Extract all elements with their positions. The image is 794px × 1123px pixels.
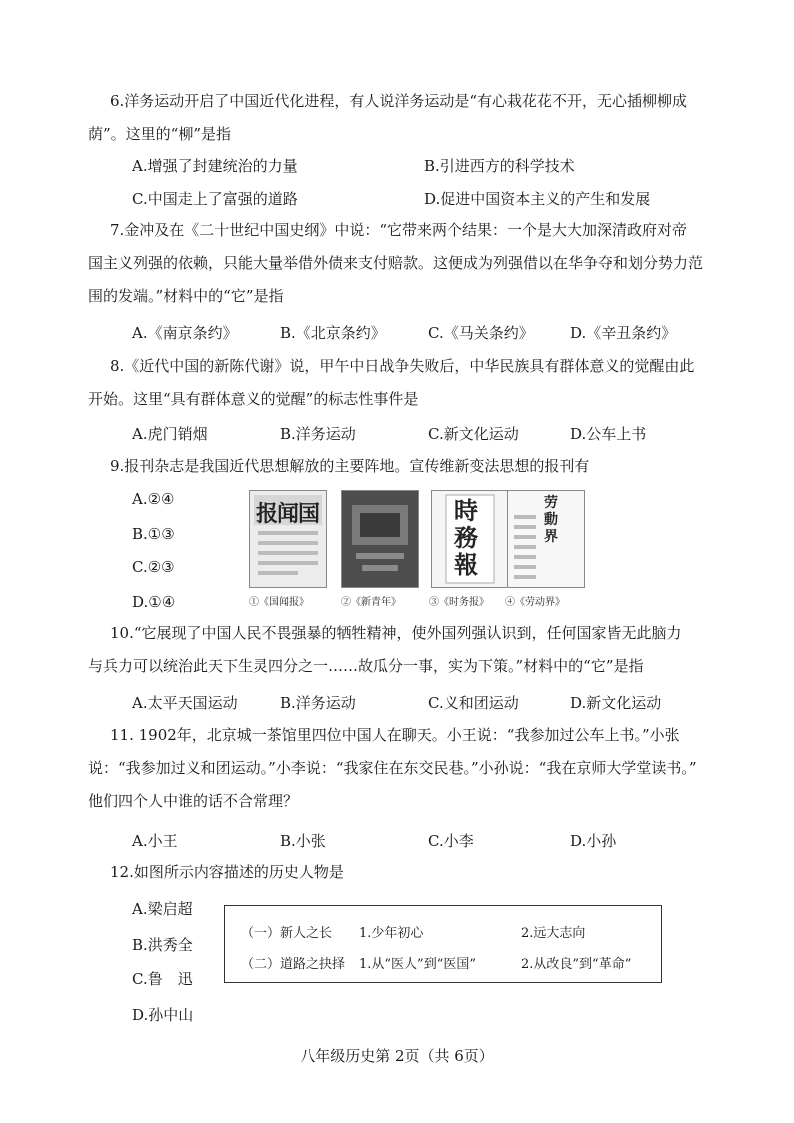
question-11-stem: 11. 1902年，北京城一茶馆里四位中国人在聊天。小王说：“我参加过公车上书。”小张 说：“我参加过义和团运动。”小李说：“我家住在东交民巷。”小孙说：“我在京师大学堂读书。” 他们四个人中谁的话不合常理？ [88, 726, 697, 810]
q11-option-c[interactable]: C.小李 [428, 832, 474, 850]
table-r2c1: （二）道路之抉择 [241, 957, 346, 972]
laodongjie-masthead: 劳動界 [544, 495, 558, 545]
q6-option-d[interactable]: D.促进中国资本主义的产生和发展 [424, 190, 651, 208]
caption-laodongjie: ④《劳动界》 [505, 597, 565, 608]
table-r1c3: 2.远大志向 [521, 926, 586, 941]
shiwubao-masthead: 時務報 [454, 496, 478, 579]
q7-option-d[interactable]: D.《辛丑条约》 [570, 324, 677, 342]
caption-xinqingnian: ②《新青年》 [341, 597, 401, 608]
table-r1c1: （一）新人之长 [241, 926, 333, 941]
q7-option-a[interactable]: A.《南京条约》 [132, 324, 238, 342]
question-6-options-row2 [132, 188, 732, 210]
page-footer: 八年级历史第 2页（共 6页） [300, 1047, 494, 1065]
q8-option-a[interactable]: A.虎门销烟 [132, 425, 208, 443]
q9-option-c[interactable]: C.②③ [132, 558, 175, 576]
q9-newspaper-images [245, 490, 755, 615]
q8-option-d[interactable]: D.公车上书 [570, 425, 647, 443]
table-r1c2: 1.少年初心 [359, 926, 424, 941]
q10-option-d[interactable]: D.新文化运动 [570, 694, 662, 712]
newspaper-image-shiwubao [431, 490, 509, 588]
question-6-options-row1 [132, 155, 732, 177]
q9-option-a[interactable]: A.②④ [132, 490, 175, 508]
question-10-options [132, 692, 732, 714]
guowenbao-masthead: 报闻国 [256, 501, 320, 527]
newspaper-image-xinqingnian [341, 490, 419, 588]
question-10-stem: 10.“它展现了中国人民不畏强暴的牺牲精神，使外国列强认识到，任何国家皆无此脑力 与兵力可以统治此天下生灵四分之一……故瓜分一事，实为下策。”材料中的“它”是指 [88, 624, 682, 675]
question-9-stem: 9.报刊杂志是我国近代思想解放的主要阵地。宣传维新变法思想的报刊有 [110, 457, 590, 475]
question-11-options [132, 830, 732, 852]
question-7-stem: 7.金冲及在《二十世纪中国史纲》中说：“它带来两个结果：一个是大大加深清政府对帝 国主义列强的依赖，只能大量举借外债来支付赔款。这便成为列强借以在华争夺和划分势力范 围的发端。”材料中的“它”是指 [88, 221, 704, 305]
question-6-stem: 6.洋务运动开启了中国近代化进程，有人说洋务运动是“有心栽花花不开，无心插柳柳成 荫”。这里的“柳”是指 [88, 92, 687, 143]
q6-option-c[interactable]: C.中国走上了富强的道路 [132, 190, 298, 208]
caption-shiwubao: ③《时务报》 [429, 597, 489, 608]
q12-option-b[interactable]: B.洪秀全 [132, 936, 193, 954]
question-8-stem: 8.《近代中国的新陈代谢》说，甲午中日战争失败后，中华民族具有群体意义的觉醒由此 开始。这里“具有群体意义的觉醒”的标志性事件是 [88, 357, 695, 408]
q12-option-a[interactable]: A.梁启超 [132, 900, 193, 918]
q6-option-a[interactable]: A.增强了封建统治的力量 [132, 157, 298, 175]
q9-option-d[interactable]: D.①④ [132, 593, 176, 611]
q11-option-a[interactable]: A.小王 [132, 832, 178, 850]
q12-content-table [224, 905, 662, 983]
q10-option-c[interactable]: C.义和团运动 [428, 694, 519, 712]
q8-option-c[interactable]: C.新文化运动 [428, 425, 519, 443]
q12-option-c[interactable]: C.鲁 迅 [132, 970, 193, 988]
q6-option-b[interactable]: B.引进西方的科学技术 [424, 157, 575, 175]
caption-guowenbao: ①《国闻报》 [249, 597, 309, 608]
q9-option-b[interactable]: B.①③ [132, 525, 175, 543]
q12-option-d[interactable]: D.孙中山 [132, 1006, 194, 1024]
q11-option-d[interactable]: D.小孙 [570, 832, 617, 850]
xinqingnian-illustration [342, 491, 418, 587]
question-7-options [132, 322, 732, 344]
table-r2c3: 2.从改良”到“革命” [521, 957, 632, 972]
question-12-stem: 12.如图所示内容描述的历史人物是 [110, 863, 344, 881]
question-8-options [132, 423, 732, 445]
q10-option-a[interactable]: A.太平天国运动 [132, 694, 238, 712]
q7-option-b[interactable]: B.《北京条约》 [280, 324, 386, 342]
newspaper-image-laodongjie [507, 490, 585, 588]
q7-option-c[interactable]: C.《马关条约》 [428, 324, 534, 342]
q11-option-b[interactable]: B.小张 [280, 832, 326, 850]
table-r2c2: 1.从“医人”到“医国” [359, 957, 476, 972]
q8-option-b[interactable]: B.洋务运动 [280, 425, 356, 443]
q10-option-b[interactable]: B.洋务运动 [280, 694, 356, 712]
newspaper-image-guowenbao [249, 490, 327, 588]
